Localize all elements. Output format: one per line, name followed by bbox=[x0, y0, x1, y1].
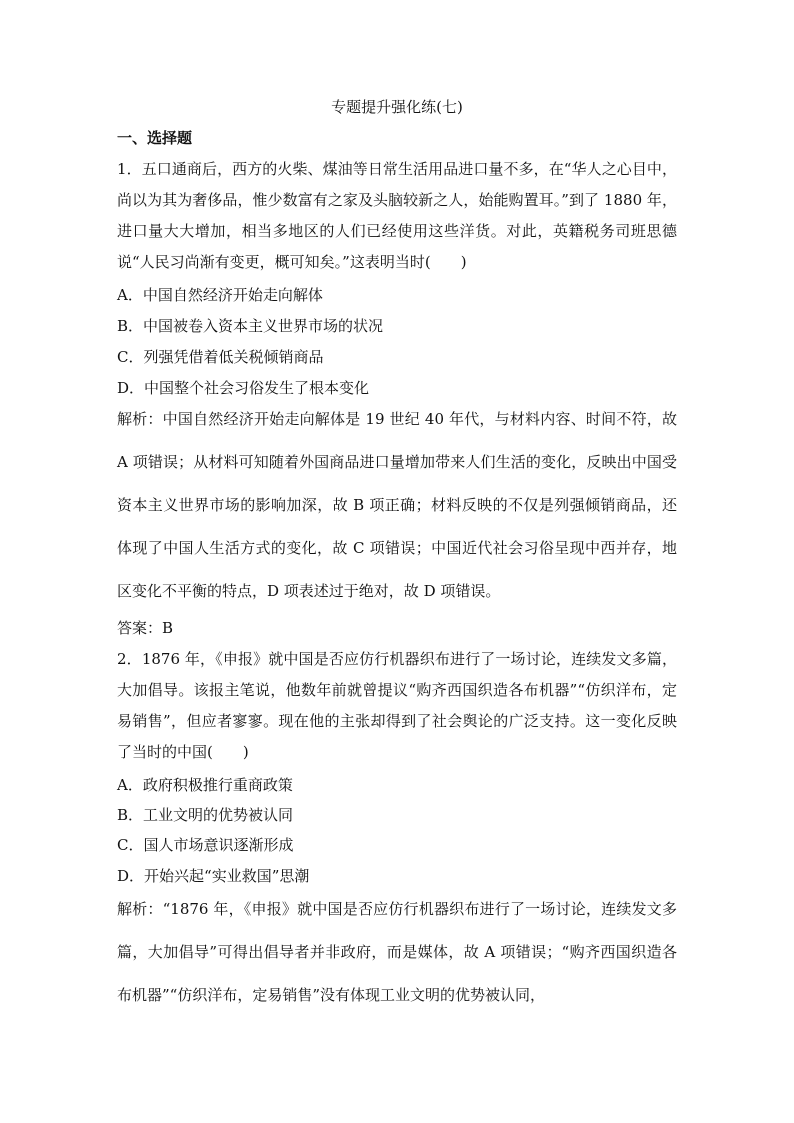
question-1-answer: 答案：B bbox=[117, 619, 174, 637]
question-2-option-b: B．工业文明的优势被认同 bbox=[117, 806, 294, 824]
analysis-label: 解析： bbox=[117, 410, 163, 428]
question-2-analysis bbox=[117, 888, 677, 1017]
question-1-option-a: A．中国自然经济开始走向解体 bbox=[117, 286, 323, 304]
question-2-option-a: A．政府积极推行重商政策 bbox=[117, 776, 293, 794]
question-1-option-b: B．中国被卷入资本主义世界市场的状况 bbox=[117, 317, 384, 335]
question-1-option-d: D．中国整个社会习俗发生了根本变化 bbox=[117, 379, 370, 397]
question-2-analysis-text: “1876 年，《申报》就中国是否应仿行机器织布进行了一场讨论，连续发文多篇，大加倡导”可得出倡导者并非政府，而是媒体，故 A 项错误；“购齐西国织造各布机器”“仿织洋布，定易销售”没有体现工业文明的优势被认同， bbox=[117, 900, 677, 1004]
question-1-option-c: C．列强凭借着低关税倾销商品 bbox=[117, 348, 324, 366]
question-2-stem: 2．1876 年，《申报》就中国是否应仿行机器织布进行了一场讨论，连续发文多篇，大加倡导。该报主笔说，他数年前就曾提议“购齐西国织造各布机器”“仿织洋布，定易销售”，但应者寥寥。现在他的主张却得到了社会舆论的广泛支持。这一变化反映了当时的中国( ) bbox=[117, 650, 677, 761]
section-heading: 一、选择题 bbox=[117, 129, 193, 147]
analysis-label: 解析： bbox=[117, 900, 163, 918]
page-title: 专题提升强化练(七) bbox=[331, 98, 463, 116]
question-1-analysis-text: 中国自然经济开始走向解体是 19 世纪 40 年代，与材料内容、时间不符，故 A 项错误；从材料可知随着外国商品进口量增加带来人们生活的变化，反映出中国受资本主义世界市场的影响加深，故 B 项正确；材料反映的不仅是列强倾销商品，还体现了中国人生活方式的变化，故 C 项错误；中国近代社会习俗呈现中西并存，地区变化不平衡的特点，D 项表述过于绝对，故 D 项错误。 bbox=[117, 410, 677, 600]
question-2-option-c: C．国人市场意识逐渐形成 bbox=[117, 836, 294, 854]
question-1-analysis bbox=[117, 398, 677, 613]
question-1-stem: 1．五口通商后，西方的火柴、煤油等日常生活用品进口量不多，在“华人之心目中，尚以为其为奢侈品，惟少数富有之家及头脑较新之人，始能购置耳。”到了 1880 年，进口量大大增加，相当多地区的人们已经使用这些洋货。对此，英籍税务司班思德说“人民习尚渐有变更，概可知矣。”这表明当时( ) bbox=[117, 160, 677, 271]
question-2-option-d: D．开始兴起“实业救国”思潮 bbox=[117, 867, 310, 885]
